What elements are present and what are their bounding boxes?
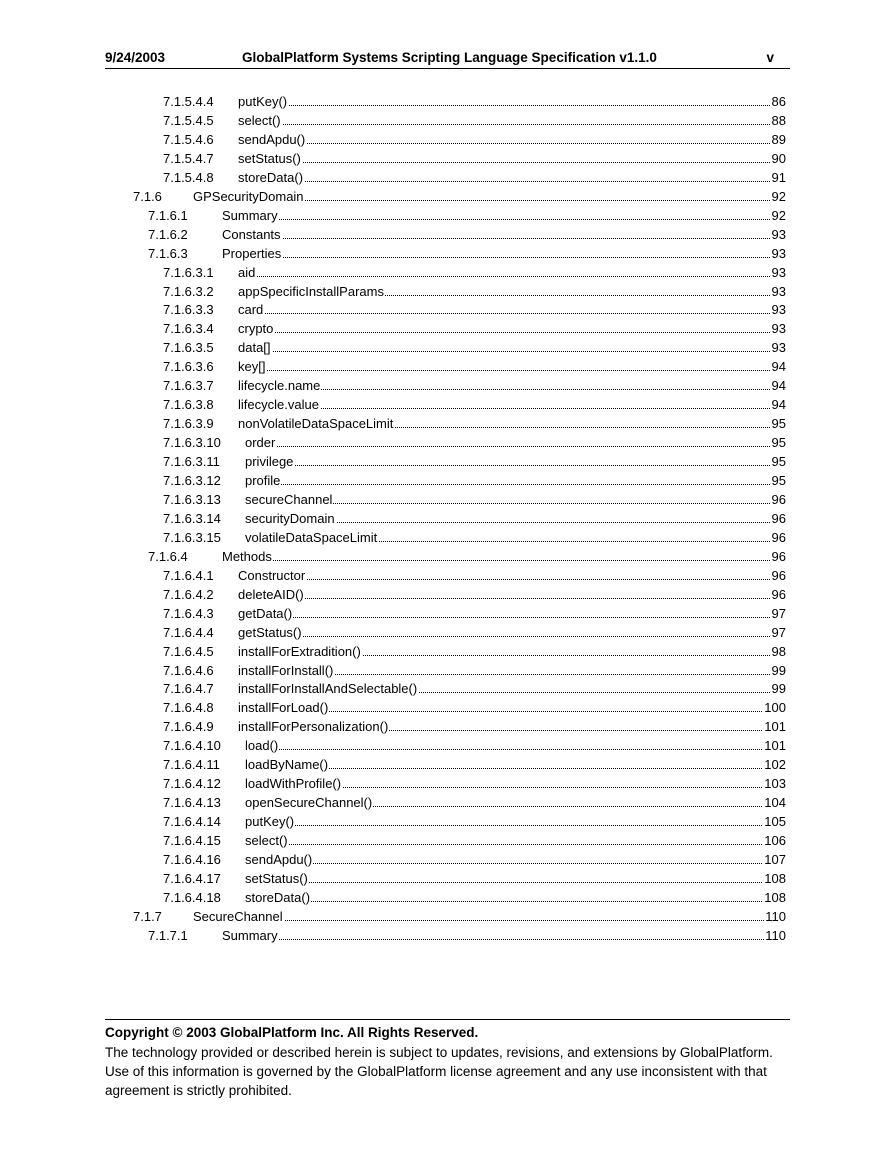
toc-entry-title: nonVolatileDataSpaceLimit [238,416,394,432]
toc-entry-page: 99 [771,662,786,678]
toc-entry-title: data[] [238,340,271,356]
toc-entry-number: 7.1.6.4.7 [163,681,214,697]
toc-entry[interactable] [163,833,786,852]
toc-entry-page: 92 [771,188,786,204]
toc-entry-number: 7.1.5.4.5 [163,112,214,128]
toc-entry-number: 7.1.7 [133,908,162,924]
toc-entry[interactable] [163,719,786,738]
toc-entry-title: loadWithProfile() [245,776,342,792]
toc-entry[interactable] [163,321,786,340]
toc-entry-page: 93 [771,226,786,242]
toc-entry-title: putKey() [238,94,288,109]
toc-entry-page: 91 [771,169,786,185]
toc-entry-title: order [245,435,276,451]
toc-entry-page: 93 [771,340,786,356]
toc-entry-number: 7.1.6.3.11 [163,454,220,470]
toc-entry-page: 88 [771,112,786,128]
toc-entry[interactable] [163,852,786,871]
toc-entry-page: 102 [764,757,786,773]
toc-dot-leader [238,579,786,580]
toc-entry-title: installForExtradition() [238,643,361,659]
toc-entry-number: 7.1.6.4.17 [163,870,221,886]
toc-entry[interactable] [163,265,786,284]
toc-dot-leader [238,370,786,371]
toc-entry-page: 97 [771,605,786,621]
toc-entry-page: 96 [771,491,786,507]
toc-entry[interactable] [163,454,786,473]
toc-entry-title: installForInstall() [238,662,334,678]
toc-entry-number: 7.1.6.4.3 [163,605,214,621]
toc-entry[interactable] [163,170,786,189]
toc-entry-number: 7.1.6.3.6 [163,359,214,375]
toc-dot-leader [238,181,786,182]
footer-notice: The technology provided or described herein is subject to updates, revisions, and extensions by GlobalPlatform. Use of this information is governed by the GlobalPlatform license agreement and any use inconsistent with that agreement is strictly prohibited. [105,1045,773,1098]
toc-entry-number: 7.1.6.3.3 [163,302,214,318]
toc-entry-number: 7.1.6.4.9 [163,719,214,735]
toc-dot-leader [245,484,786,485]
toc-entry-title: secureChannel [245,491,333,507]
toc-entry[interactable] [163,302,786,321]
toc-entry-page: 100 [764,700,786,716]
toc-dot-leader [245,863,786,864]
toc-entry-number: 7.1.6.3.5 [163,340,214,356]
toc-entry-page: 108 [764,870,786,886]
toc-dot-leader [222,939,786,940]
toc-entry-title: getData() [238,605,293,621]
toc-entry-title: select() [238,112,281,128]
toc-entry-page: 99 [771,681,786,697]
toc-entry-number: 7.1.6.4.15 [163,833,221,849]
toc-entry[interactable] [163,738,786,757]
footer-copyright: Copyright © 2003 GlobalPlatform Inc. All Rights Reserved. [105,1025,479,1040]
toc-entry-title: load() [245,738,279,754]
toc-entry-title: setStatus() [245,870,308,886]
toc-dot-leader [245,844,786,845]
toc-entry-page: 93 [771,321,786,337]
toc-entry-page: 93 [771,245,786,261]
toc-entry[interactable] [163,700,786,719]
toc-entry-title: sendApdu() [238,131,306,147]
toc-entry[interactable] [163,644,786,663]
toc-entry[interactable] [163,359,786,378]
toc-entry-page: 103 [764,776,786,792]
toc-dot-leader [238,143,786,144]
header-title: GlobalPlatform Systems Scripting Language Specification v1.1.0 [242,50,657,65]
toc-entry-page: 92 [771,207,786,223]
toc-entry-title: Methods [222,548,272,564]
toc-entry-number: 7.1.6.2 [148,226,188,242]
toc-entry-page: 106 [764,833,786,849]
toc-dot-leader [238,105,786,106]
toc-entry-number: 7.1.6.4.1 [163,567,214,583]
toc-entry[interactable] [163,435,786,454]
toc-dot-leader [245,901,786,902]
toc-entry[interactable] [163,284,786,303]
toc-entry-number: 7.1.5.4.6 [163,131,214,147]
toc-entry-title: setStatus() [238,150,301,166]
toc-entry[interactable] [163,587,786,606]
toc-dot-leader [222,257,786,258]
toc-entry-number: 7.1.6.4.4 [163,624,214,640]
toc-entry-page: 95 [771,435,786,451]
toc-entry-number: 7.1.6.4.13 [163,795,221,811]
toc-entry[interactable] [163,94,786,113]
toc-entry-title: installForLoad() [238,700,329,716]
toc-entry-title: Summary [222,927,278,943]
toc-dot-leader [245,882,786,883]
header-date: 9/24/2003 [105,50,166,65]
toc-entry[interactable] [148,549,786,568]
toc-entry-number: 7.1.6 [133,188,162,204]
toc-entry-title: sendApdu() [245,852,313,867]
toc-entry-page: 104 [764,795,786,811]
toc-entry[interactable] [163,681,786,700]
toc-entry-number: 7.1.5.4.7 [163,150,214,166]
toc-entry-number: 7.1.6.4.12 [163,776,221,792]
toc-entry-page: 94 [771,397,786,413]
toc-entry-number: 7.1.6.3.14 [163,510,221,526]
toc-entry[interactable] [163,814,786,833]
toc-entry[interactable] [148,246,786,265]
toc-dot-leader [238,276,786,277]
toc-entry-number: 7.1.6.4.8 [163,700,214,716]
toc-entry-number: 7.1.6.3.12 [163,473,221,488]
toc-entry-title: storeData() [238,169,304,185]
toc-entry-number: 7.1.6.4.11 [163,757,220,773]
toc-entry-title: Summary [222,207,278,223]
toc-entry-title: getStatus() [238,624,302,640]
toc-dot-leader [238,124,786,125]
toc-entry-title: card [238,302,264,318]
toc-dot-leader [245,446,786,447]
toc-entry[interactable] [163,492,786,511]
toc-entry-title: Constructor [238,567,306,583]
toc-entry-number: 7.1.6.3.4 [163,321,214,337]
toc-entry-number: 7.1.6.4.5 [163,643,214,659]
toc-dot-leader [238,332,786,333]
toc-entry-title: Properties [222,245,282,261]
toc-entry-number: 7.1.6.4.6 [163,662,214,678]
toc-entry-page: 95 [771,473,786,488]
toc-entry[interactable] [163,473,786,492]
toc-entry-number: 7.1.6.4 [148,548,188,564]
toc-entry[interactable] [163,757,786,776]
toc-entry-title: appSpecificInstallParams [238,283,384,299]
toc-dot-leader [222,560,786,561]
header-page-number: v [766,50,774,65]
toc-entry[interactable] [163,151,786,170]
toc-entry-page: 95 [771,416,786,432]
toc-dot-leader [245,749,786,750]
toc-entry-page: 96 [771,548,786,564]
toc-entry[interactable] [163,606,786,625]
toc-entry-title: installForInstallAndSelectable() [238,681,418,697]
toc-entry[interactable] [163,113,786,132]
toc-entry-title: SecureChannel [193,908,283,924]
toc-entry-number: 7.1.6.3.7 [163,378,214,394]
toc-entry-page: 98 [771,643,786,659]
toc-entry-title: Constants [222,226,281,242]
toc-dot-leader [238,408,786,409]
page-footer [105,1019,790,1100]
toc-entry-page: 96 [771,567,786,583]
toc-dot-leader [238,313,786,314]
toc-entry-page: 96 [771,529,786,545]
toc-entry-page: 93 [771,264,786,280]
toc-entry[interactable] [163,340,786,359]
toc-entry[interactable] [133,189,786,208]
toc-entry-number: 7.1.6.3.9 [163,416,214,432]
toc-dot-leader [238,617,786,618]
toc-entry[interactable] [163,511,786,530]
toc-entry-page: 96 [771,586,786,602]
toc-entry-page: 89 [771,131,786,147]
toc-entry[interactable] [163,397,786,416]
toc-entry-page: 107 [764,852,786,867]
toc-entry[interactable] [163,132,786,151]
toc-entry[interactable] [163,378,786,397]
toc-entry-number: 7.1.6.4.18 [163,889,221,905]
toc-dot-leader [245,825,786,826]
toc-entry-title: profile [245,473,281,488]
toc-entry[interactable] [163,625,786,644]
toc-entry[interactable] [163,776,786,795]
toc-entry[interactable] [148,208,786,227]
toc-entry-number: 7.1.6.4.14 [163,814,221,830]
toc-entry-number: 7.1.6.3.2 [163,283,214,299]
toc-entry-number: 7.1.6.3.15 [163,529,221,545]
toc-entry-page: 96 [771,510,786,526]
toc-entry-page: 108 [764,889,786,905]
toc-entry-page: 101 [764,738,786,754]
toc-dot-leader [238,636,786,637]
toc-entry[interactable] [163,568,786,587]
toc-entry-page: 97 [771,624,786,640]
toc-entry-title: loadByName() [245,757,329,773]
toc-entry-title: select() [245,833,288,849]
toc-entry[interactable] [163,795,786,814]
toc-dot-leader [222,238,786,239]
toc-entry-title: securityDomain [245,510,335,526]
toc-entry-title: deleteAID() [238,586,304,602]
toc-entry-title: aid [238,264,256,280]
toc-entry-number: 7.1.6.3.10 [163,435,221,451]
toc-entry-number: 7.1.6.1 [148,207,188,223]
toc-entry-page: 94 [771,359,786,375]
toc-entry[interactable] [163,416,786,435]
toc-dot-leader [238,598,786,599]
toc-entry-title: storeData() [245,889,311,905]
toc-entry-title: lifecycle.value [238,397,319,413]
toc-entry-title: privilege [245,454,294,470]
toc-entry-number: 7.1.6.4.2 [163,586,214,602]
toc-entry-page: 101 [764,719,786,735]
toc-entry-number: 7.1.6.4.10 [163,738,221,754]
toc-entry-title: lifecycle.name [238,378,321,394]
toc-entry-number: 7.1.6.3.1 [163,264,214,280]
toc-entry-number: 7.1.5.4.8 [163,169,214,185]
toc-entry-title: GPSecurityDomain [193,188,304,204]
toc-entry-number: 7.1.7.1 [148,927,188,943]
toc-entry-page: 110 [765,908,786,924]
toc-entry[interactable] [148,928,786,947]
toc-entry-page: 110 [765,927,786,943]
toc-entry-title: volatileDataSpaceLimit [245,529,378,545]
toc-entry-number: 7.1.5.4.4 [163,94,214,109]
toc-dot-leader [238,351,786,352]
toc-entry[interactable] [163,871,786,890]
toc-entry-page: 105 [764,814,786,830]
toc-entry-number: 7.1.6.4.16 [163,852,221,867]
toc-entry-title: key[] [238,359,266,375]
toc-entry[interactable] [163,663,786,682]
toc-entry-page: 93 [771,283,786,299]
toc-entry-title: putKey() [245,814,295,830]
toc-entry-title: crypto [238,321,274,337]
toc-entry-title: installForPersonalization() [238,719,389,735]
toc-entry[interactable] [148,227,786,246]
toc-entry-page: 94 [771,378,786,394]
toc-entry-number: 7.1.6.3.8 [163,397,214,413]
toc-entry-page: 86 [771,94,786,109]
toc-entry[interactable] [163,530,786,549]
toc-entry-title: openSecureChannel() [245,795,373,811]
toc-dot-leader [222,219,786,220]
toc-entry[interactable] [133,909,786,928]
toc-dot-leader [245,465,786,466]
toc-entry-number: 7.1.6.3.13 [163,491,221,507]
toc-entry-page: 93 [771,302,786,318]
page-header [105,50,790,69]
toc-entry-page: 90 [771,150,786,166]
toc-entry[interactable] [163,890,786,909]
toc-entry-number: 7.1.6.3 [148,245,188,261]
toc-dot-leader [238,162,786,163]
toc-entry-page: 95 [771,454,786,470]
